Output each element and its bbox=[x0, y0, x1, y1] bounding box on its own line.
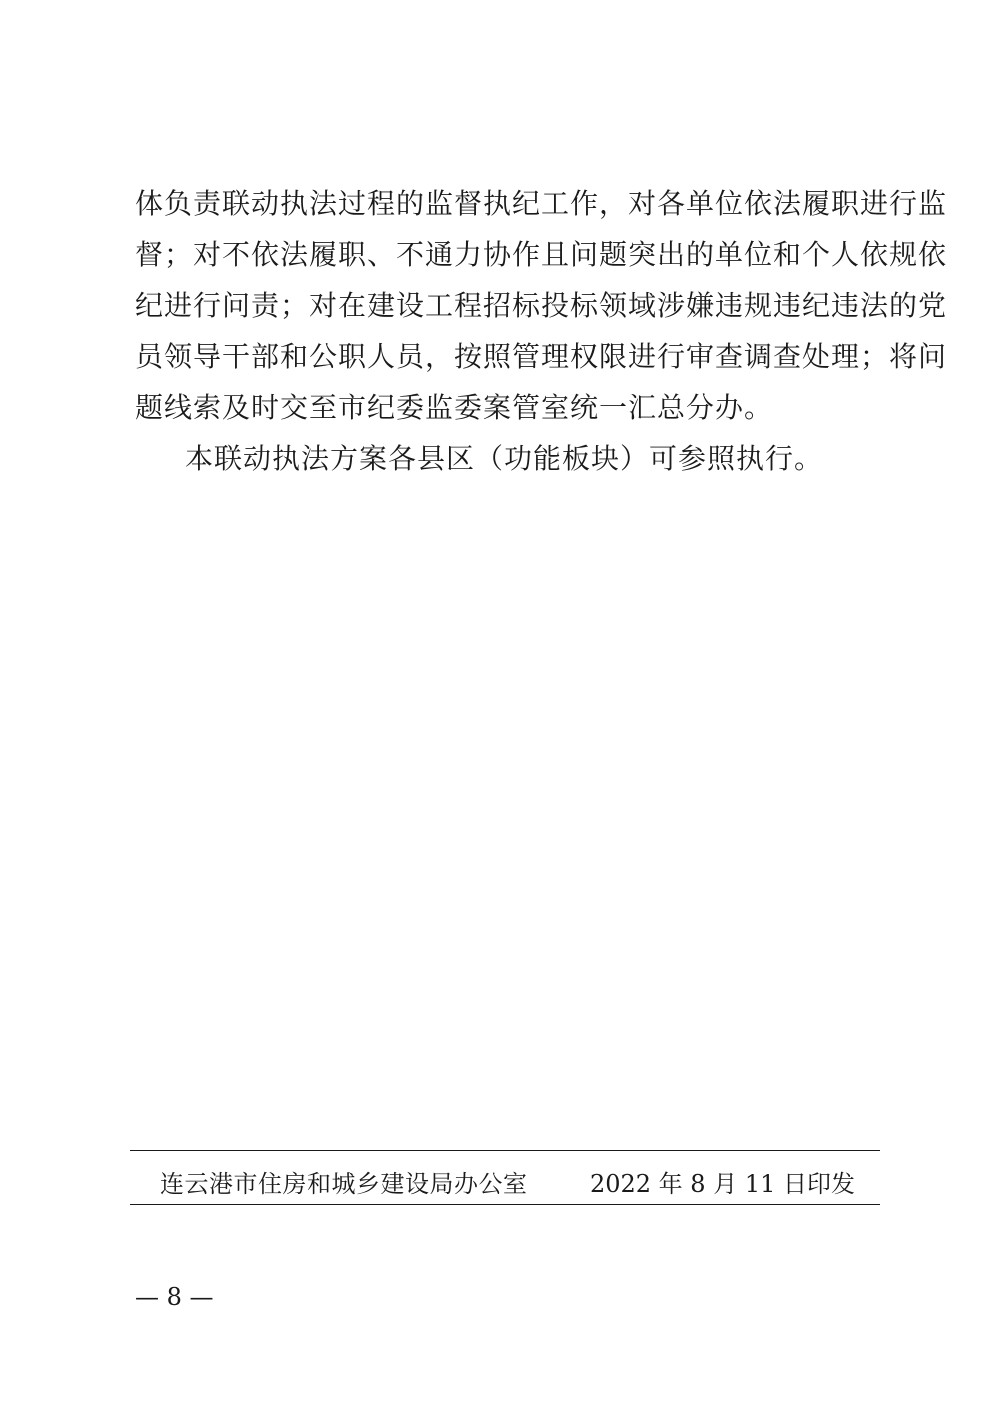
issue-date: 2022 年 8 月 11 日印发 bbox=[589, 1170, 855, 1198]
issuing-office: 连云港市住房和城乡建设局办公室 bbox=[160, 1170, 528, 1198]
footer-top-rule bbox=[130, 1150, 880, 1151]
body-line-4: 员领导干部和公职人员，按照管理权限进行审查调查处理；将问 bbox=[135, 340, 948, 373]
closing-paragraph: 本联动执法方案各县区（功能板块）可参照执行。 bbox=[185, 442, 824, 475]
footer-bottom-rule bbox=[130, 1204, 880, 1205]
body-line-3: 纪进行问责；对在建设工程招标投标领域涉嫌违规违纪违法的党 bbox=[135, 289, 948, 322]
body-line-2: 督；对不依法履职、不通力协作且问题突出的单位和个人依规依 bbox=[135, 238, 948, 271]
page-number: — 8 — bbox=[135, 1283, 214, 1311]
body-line-1: 体负责联动执法过程的监督执纪工作，对各单位依法履职进行监 bbox=[135, 187, 948, 220]
body-line-5: 题线索及时交至市纪委监委案管室统一汇总分办。 bbox=[135, 391, 774, 424]
